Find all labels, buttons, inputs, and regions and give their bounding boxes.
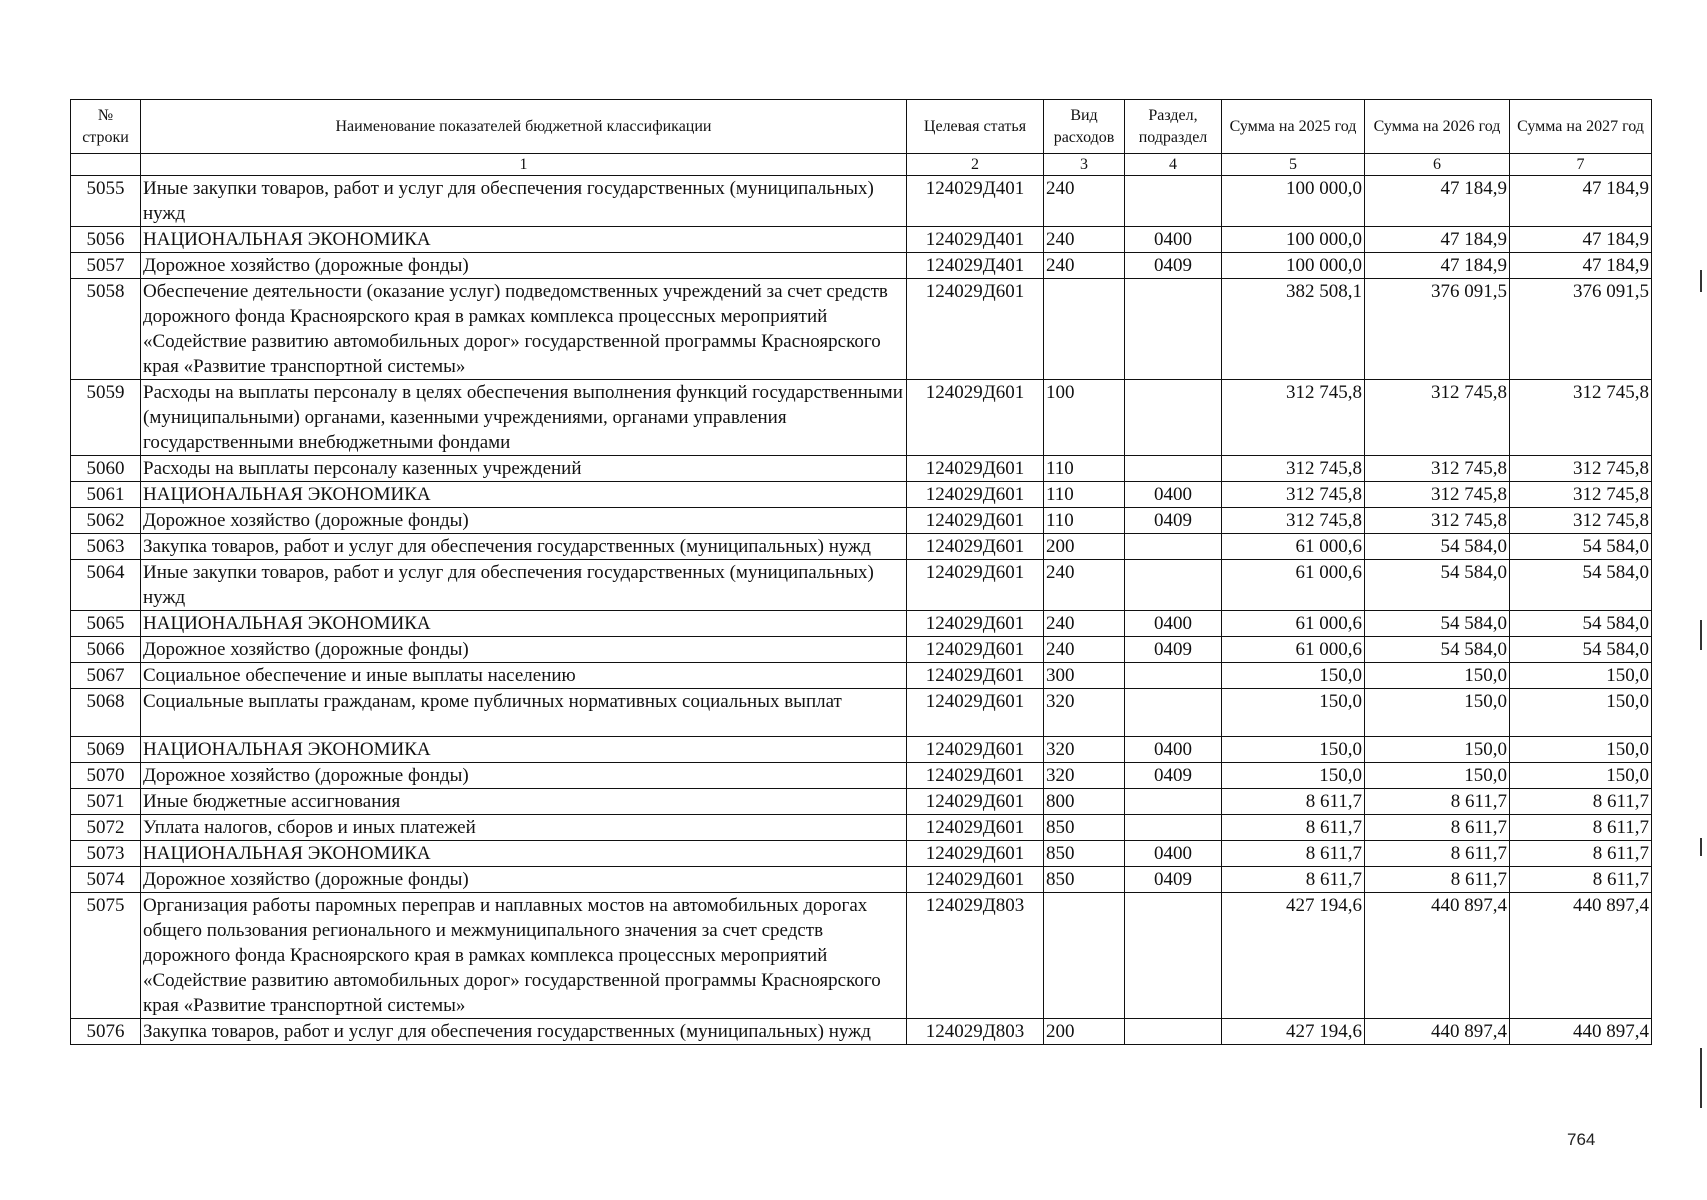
row-sum-2025: 150,0	[1222, 689, 1365, 737]
row-sum-2027: 150,0	[1510, 663, 1652, 689]
row-section	[1125, 176, 1222, 227]
row-sum-2027: 440 897,4	[1510, 893, 1652, 1019]
column-number: 5	[1222, 154, 1365, 176]
row-name: Организация работы паромных переправ и наплавных мостов на автомобильных дорогах общего пользования регионального и межмуниципального значения за счет средств дорожного фонда Красноярского края в рамках комплекса процессных мероприятий «Содействие развитию автомобильных дорог» государственной программы Красноярского края «Развитие транспортной системы»	[141, 893, 907, 1019]
row-number: 5063	[71, 534, 141, 560]
row-sum-2025: 382 508,1	[1222, 279, 1365, 380]
row-sum-2026: 54 584,0	[1365, 534, 1510, 560]
row-name: Иные закупки товаров, работ и услуг для обеспечения государственных (муниципальных) нужд	[141, 560, 907, 611]
column-numbers-row	[71, 154, 1652, 176]
row-section: 0400	[1125, 227, 1222, 253]
row-sum-2025: 8 611,7	[1222, 789, 1365, 815]
row-sum-2027: 54 584,0	[1510, 560, 1652, 611]
header-section: Раздел, подраздел	[1125, 100, 1222, 154]
row-target: 124029Д601	[907, 689, 1044, 737]
row-sum-2027: 47 184,9	[1510, 253, 1652, 279]
row-section	[1125, 560, 1222, 611]
row-expense-type: 850	[1044, 867, 1125, 893]
row-number: 5059	[71, 380, 141, 456]
table-row	[71, 508, 1652, 534]
row-sum-2027: 312 745,8	[1510, 508, 1652, 534]
table-row	[71, 1019, 1652, 1045]
row-expense-type: 200	[1044, 534, 1125, 560]
row-name: Расходы на выплаты персоналу казенных учреждений	[141, 456, 907, 482]
row-name: НАЦИОНАЛЬНАЯ ЭКОНОМИКА	[141, 737, 907, 763]
row-name: Социальные выплаты гражданам, кроме публичных нормативных социальных выплат	[141, 689, 907, 737]
row-sum-2026: 8 611,7	[1365, 867, 1510, 893]
row-name: Дорожное хозяйство (дорожные фонды)	[141, 763, 907, 789]
row-expense-type: 320	[1044, 689, 1125, 737]
row-number: 5057	[71, 253, 141, 279]
row-sum-2026: 312 745,8	[1365, 456, 1510, 482]
table-row	[71, 663, 1652, 689]
column-number-empty	[71, 154, 141, 176]
row-expense-type: 800	[1044, 789, 1125, 815]
row-sum-2025: 312 745,8	[1222, 456, 1365, 482]
column-number: 7	[1510, 154, 1652, 176]
scan-edge-mark	[1700, 838, 1702, 856]
row-sum-2026: 8 611,7	[1365, 789, 1510, 815]
row-expense-type: 850	[1044, 815, 1125, 841]
row-sum-2027: 312 745,8	[1510, 456, 1652, 482]
scan-edge-mark	[1700, 1048, 1702, 1108]
row-name: Обеспечение деятельности (оказание услуг) подведомственных учреждений за счет средств дорожного фонда Красноярского края в рамках комплекса процессных мероприятий «Содействие развитию автомобильных дорог» государственной программы Красноярского края «Развитие транспортной системы»	[141, 279, 907, 380]
row-section	[1125, 456, 1222, 482]
row-expense-type: 240	[1044, 176, 1125, 227]
table-row	[71, 637, 1652, 663]
row-name: Закупка товаров, работ и услуг для обеспечения государственных (муниципальных) нужд	[141, 534, 907, 560]
header-target: Целевая статья	[907, 100, 1044, 154]
row-name: Иные бюджетные ассигнования	[141, 789, 907, 815]
table-row	[71, 534, 1652, 560]
table-row	[71, 763, 1652, 789]
row-sum-2025: 427 194,6	[1222, 1019, 1365, 1045]
table-row	[71, 482, 1652, 508]
page-number: 764	[1567, 1130, 1596, 1149]
row-number: 5066	[71, 637, 141, 663]
row-expense-type: 110	[1044, 508, 1125, 534]
row-sum-2025: 150,0	[1222, 763, 1365, 789]
row-number: 5065	[71, 611, 141, 637]
row-number: 5072	[71, 815, 141, 841]
row-sum-2025: 150,0	[1222, 737, 1365, 763]
row-name: Дорожное хозяйство (дорожные фонды)	[141, 637, 907, 663]
table-row	[71, 253, 1652, 279]
row-number: 5076	[71, 1019, 141, 1045]
header-row-number: № строки	[71, 100, 141, 154]
row-section: 0409	[1125, 867, 1222, 893]
row-sum-2025: 8 611,7	[1222, 867, 1365, 893]
row-name: Дорожное хозяйство (дорожные фонды)	[141, 508, 907, 534]
row-target: 124029Д601	[907, 789, 1044, 815]
row-section: 0400	[1125, 841, 1222, 867]
row-sum-2025: 427 194,6	[1222, 893, 1365, 1019]
row-name: Социальное обеспечение и иные выплаты населению	[141, 663, 907, 689]
row-sum-2026: 312 745,8	[1365, 380, 1510, 456]
row-sum-2027: 54 584,0	[1510, 534, 1652, 560]
row-sum-2026: 54 584,0	[1365, 611, 1510, 637]
row-name: Закупка товаров, работ и услуг для обеспечения государственных (муниципальных) нужд	[141, 1019, 907, 1045]
row-number: 5055	[71, 176, 141, 227]
row-sum-2027: 440 897,4	[1510, 1019, 1652, 1045]
row-sum-2026: 8 611,7	[1365, 841, 1510, 867]
row-expense-type: 850	[1044, 841, 1125, 867]
row-sum-2025: 312 745,8	[1222, 380, 1365, 456]
row-number: 5056	[71, 227, 141, 253]
row-expense-type: 100	[1044, 380, 1125, 456]
row-sum-2026: 150,0	[1365, 737, 1510, 763]
row-sum-2027: 312 745,8	[1510, 482, 1652, 508]
row-sum-2025: 61 000,6	[1222, 611, 1365, 637]
row-number: 5061	[71, 482, 141, 508]
row-section	[1125, 380, 1222, 456]
row-name: Иные закупки товаров, работ и услуг для обеспечения государственных (муниципальных) нужд	[141, 176, 907, 227]
table-row	[71, 893, 1652, 1019]
row-sum-2026: 54 584,0	[1365, 637, 1510, 663]
table-row	[71, 789, 1652, 815]
row-target: 124029Д601	[907, 637, 1044, 663]
row-sum-2026: 150,0	[1365, 663, 1510, 689]
row-section	[1125, 534, 1222, 560]
scan-edge-mark	[1700, 620, 1702, 650]
header-expense-type: Вид расходов	[1044, 100, 1125, 154]
row-section: 0400	[1125, 611, 1222, 637]
row-target: 124029Д601	[907, 482, 1044, 508]
row-sum-2026: 376 091,5	[1365, 279, 1510, 380]
row-number: 5062	[71, 508, 141, 534]
row-sum-2027: 150,0	[1510, 689, 1652, 737]
row-section: 0409	[1125, 763, 1222, 789]
row-sum-2026: 8 611,7	[1365, 815, 1510, 841]
row-sum-2026: 150,0	[1365, 689, 1510, 737]
row-expense-type: 240	[1044, 611, 1125, 637]
row-sum-2026: 440 897,4	[1365, 1019, 1510, 1045]
table-row	[71, 737, 1652, 763]
row-sum-2025: 312 745,8	[1222, 482, 1365, 508]
row-expense-type: 320	[1044, 763, 1125, 789]
row-target: 124029Д803	[907, 1019, 1044, 1045]
row-section	[1125, 279, 1222, 380]
row-sum-2025: 150,0	[1222, 663, 1365, 689]
row-section	[1125, 689, 1222, 737]
row-sum-2027: 312 745,8	[1510, 380, 1652, 456]
row-section: 0400	[1125, 737, 1222, 763]
row-target: 124029Д601	[907, 815, 1044, 841]
row-section	[1125, 663, 1222, 689]
table-row	[71, 841, 1652, 867]
table-row	[71, 815, 1652, 841]
header-sum-2025: Сумма на 2025 год	[1222, 100, 1365, 154]
row-target: 124029Д601	[907, 611, 1044, 637]
row-expense-type	[1044, 279, 1125, 380]
table-row	[71, 560, 1652, 611]
row-target: 124029Д601	[907, 456, 1044, 482]
row-sum-2025: 8 611,7	[1222, 815, 1365, 841]
row-sum-2027: 8 611,7	[1510, 789, 1652, 815]
row-target: 124029Д401	[907, 176, 1044, 227]
row-expense-type: 110	[1044, 456, 1125, 482]
row-sum-2026: 150,0	[1365, 763, 1510, 789]
row-expense-type: 110	[1044, 482, 1125, 508]
row-sum-2026: 47 184,9	[1365, 227, 1510, 253]
row-section	[1125, 815, 1222, 841]
row-sum-2025: 100 000,0	[1222, 227, 1365, 253]
row-number: 5069	[71, 737, 141, 763]
row-sum-2025: 61 000,6	[1222, 534, 1365, 560]
table-row	[71, 227, 1652, 253]
row-sum-2025: 100 000,0	[1222, 176, 1365, 227]
row-number: 5067	[71, 663, 141, 689]
row-name: НАЦИОНАЛЬНАЯ ЭКОНОМИКА	[141, 841, 907, 867]
table-row	[71, 380, 1652, 456]
row-sum-2027: 54 584,0	[1510, 637, 1652, 663]
header-sum-2026: Сумма на 2026 год	[1365, 100, 1510, 154]
row-name: Уплата налогов, сборов и иных платежей	[141, 815, 907, 841]
row-section	[1125, 1019, 1222, 1045]
row-target: 124029Д601	[907, 560, 1044, 611]
row-target: 124029Д601	[907, 380, 1044, 456]
row-sum-2025: 8 611,7	[1222, 841, 1365, 867]
row-expense-type: 240	[1044, 227, 1125, 253]
table-row	[71, 456, 1652, 482]
table-row	[71, 176, 1652, 227]
row-number: 5070	[71, 763, 141, 789]
row-sum-2026: 54 584,0	[1365, 560, 1510, 611]
table-row	[71, 689, 1652, 737]
row-section: 0400	[1125, 482, 1222, 508]
column-number: 6	[1365, 154, 1510, 176]
row-name: Дорожное хозяйство (дорожные фонды)	[141, 253, 907, 279]
row-sum-2027: 150,0	[1510, 737, 1652, 763]
row-target: 124029Д601	[907, 508, 1044, 534]
row-sum-2025: 61 000,6	[1222, 560, 1365, 611]
row-target: 124029Д601	[907, 534, 1044, 560]
row-expense-type: 240	[1044, 560, 1125, 611]
row-target: 124029Д601	[907, 841, 1044, 867]
row-target: 124029Д601	[907, 279, 1044, 380]
row-number: 5075	[71, 893, 141, 1019]
row-name: НАЦИОНАЛЬНАЯ ЭКОНОМИКА	[141, 227, 907, 253]
row-sum-2027: 376 091,5	[1510, 279, 1652, 380]
table-body	[71, 176, 1652, 1045]
table-row	[71, 611, 1652, 637]
row-number: 5073	[71, 841, 141, 867]
row-expense-type: 320	[1044, 737, 1125, 763]
row-sum-2026: 440 897,4	[1365, 893, 1510, 1019]
row-target: 124029Д601	[907, 737, 1044, 763]
row-number: 5074	[71, 867, 141, 893]
row-target: 124029Д601	[907, 867, 1044, 893]
row-section: 0409	[1125, 508, 1222, 534]
row-section: 0409	[1125, 637, 1222, 663]
row-sum-2027: 47 184,9	[1510, 227, 1652, 253]
header-name: Наименование показателей бюджетной классификации	[141, 100, 907, 154]
budget-table	[70, 99, 1652, 1045]
row-sum-2025: 61 000,6	[1222, 637, 1365, 663]
row-name: НАЦИОНАЛЬНАЯ ЭКОНОМИКА	[141, 482, 907, 508]
row-expense-type: 300	[1044, 663, 1125, 689]
row-number: 5064	[71, 560, 141, 611]
row-target: 124029Д601	[907, 763, 1044, 789]
row-sum-2027: 8 611,7	[1510, 841, 1652, 867]
row-sum-2026: 47 184,9	[1365, 253, 1510, 279]
row-section: 0409	[1125, 253, 1222, 279]
row-sum-2026: 312 745,8	[1365, 482, 1510, 508]
row-target: 124029Д601	[907, 663, 1044, 689]
row-sum-2027: 150,0	[1510, 763, 1652, 789]
row-number: 5060	[71, 456, 141, 482]
row-number: 5058	[71, 279, 141, 380]
row-expense-type: 240	[1044, 637, 1125, 663]
row-name: Расходы на выплаты персоналу в целях обеспечения выполнения функций государственными (муниципальными) органами, казенными учреждениями, органами управления государственными внебюджетными фондами	[141, 380, 907, 456]
column-number: 1	[141, 154, 907, 176]
row-sum-2025: 312 745,8	[1222, 508, 1365, 534]
row-expense-type: 200	[1044, 1019, 1125, 1045]
row-number: 5068	[71, 689, 141, 737]
row-expense-type: 240	[1044, 253, 1125, 279]
row-name: Дорожное хозяйство (дорожные фонды)	[141, 867, 907, 893]
row-number: 5071	[71, 789, 141, 815]
table-row	[71, 279, 1652, 380]
row-sum-2025: 100 000,0	[1222, 253, 1365, 279]
scan-edge-mark	[1700, 270, 1702, 292]
row-sum-2027: 47 184,9	[1510, 176, 1652, 227]
row-target: 124029Д401	[907, 253, 1044, 279]
row-name: НАЦИОНАЛЬНАЯ ЭКОНОМИКА	[141, 611, 907, 637]
row-section	[1125, 789, 1222, 815]
row-sum-2026: 312 745,8	[1365, 508, 1510, 534]
column-number: 4	[1125, 154, 1222, 176]
row-target: 124029Д401	[907, 227, 1044, 253]
row-target: 124029Д803	[907, 893, 1044, 1019]
header-sum-2027: Сумма на 2027 год	[1510, 100, 1652, 154]
column-number: 2	[907, 154, 1044, 176]
row-sum-2027: 54 584,0	[1510, 611, 1652, 637]
row-expense-type	[1044, 893, 1125, 1019]
row-sum-2027: 8 611,7	[1510, 867, 1652, 893]
column-number: 3	[1044, 154, 1125, 176]
row-section	[1125, 893, 1222, 1019]
row-sum-2026: 47 184,9	[1365, 176, 1510, 227]
row-sum-2027: 8 611,7	[1510, 815, 1652, 841]
table-row	[71, 867, 1652, 893]
header-row	[71, 100, 1652, 154]
